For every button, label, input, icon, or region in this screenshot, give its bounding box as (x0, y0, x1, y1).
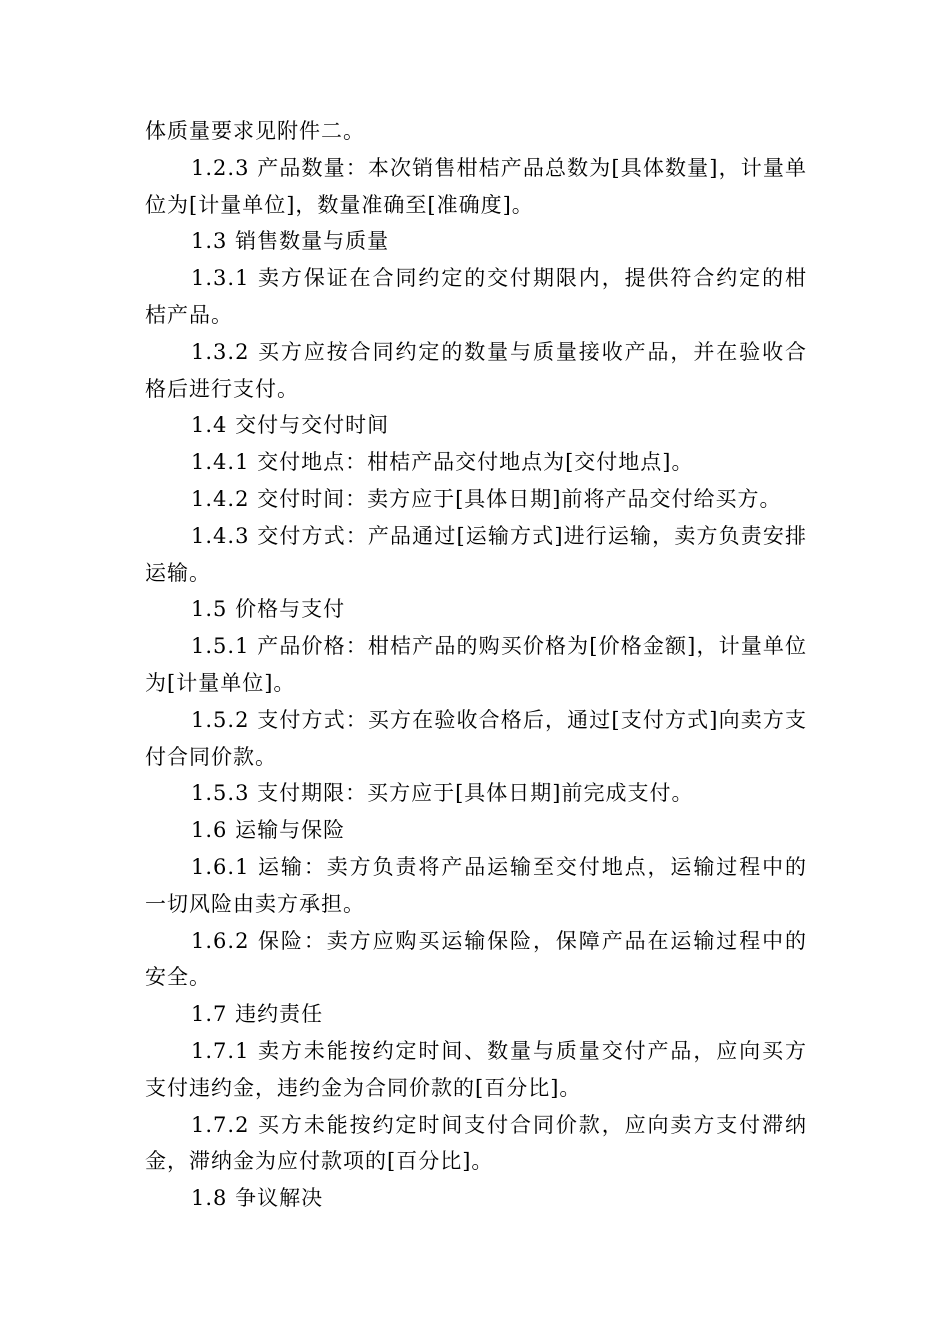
document-body (145, 113, 807, 1217)
clause-1-4-3: 1.4.3 交付方式：产品通过[运输方式]进行运输，卖方负责安排运输。 (145, 523, 807, 585)
section-heading-1-5: 1.5 价格与支付 (191, 597, 346, 622)
clause-1-7-2: 1.7.2 买方未能按约定时间支付合同价款，应向卖方支付滞纳金，滞纳金为应付款项的[百分比]。 (145, 1112, 807, 1174)
section-heading-1-8: 1.8 争议解决 (191, 1186, 324, 1211)
section-heading-1-7: 1.7 违约责任 (191, 1002, 324, 1027)
clause-1-4-1: 1.4.1 交付地点：柑桔产品交付地点为[交付地点]。 (191, 450, 694, 475)
clause-1-3-2: 1.3.2 买方应按合同约定的数量与质量接收产品，并在验收合格后进行支付。 (145, 339, 807, 401)
paragraph-continuation: 体质量要求见附件二。 (145, 119, 365, 143)
clause-1-4-2: 1.4.2 交付时间：卖方应于[具体日期]前将产品交付给买方。 (191, 486, 782, 511)
clause-1-3-1: 1.3.1 卖方保证在合同约定的交付期限内，提供符合约定的柑桔产品。 (145, 266, 807, 327)
clause-1-7-1: 1.7.1 卖方未能按约定时间、数量与质量交付产品，应向买方支付违约金，违约金为合同价款的[百分比]。 (145, 1038, 807, 1100)
clause-1-6-2: 1.6.2 保险：卖方应购买运输保险，保障产品在运输过程中的安全。 (145, 928, 807, 990)
clause-1-5-2: 1.5.2 支付方式：买方在验收合格后，通过[支付方式]向卖方支付合同价款。 (145, 707, 807, 769)
section-heading-1-4: 1.4 交付与交付时间 (191, 413, 390, 438)
clause-1-5-3: 1.5.3 支付期限：买方应于[具体日期]前完成支付。 (191, 781, 694, 806)
section-heading-1-3: 1.3 销售数量与质量 (191, 229, 390, 254)
clause-1-5-1: 1.5.1 产品价格：柑桔产品的购买价格为[价格金额]，计量单位为[计量单位]。 (145, 634, 807, 695)
clause-1-2-3: 1.2.3 产品数量：本次销售柑桔产品总数为[具体数量]，计量单位为[计量单位]，数量准确至[准确度]。 (145, 155, 807, 217)
section-heading-1-6: 1.6 运输与保险 (191, 818, 346, 843)
clause-1-6-1: 1.6.1 运输：卖方负责将产品运输至交付地点，运输过程中的一切风险由卖方承担。 (145, 854, 807, 916)
